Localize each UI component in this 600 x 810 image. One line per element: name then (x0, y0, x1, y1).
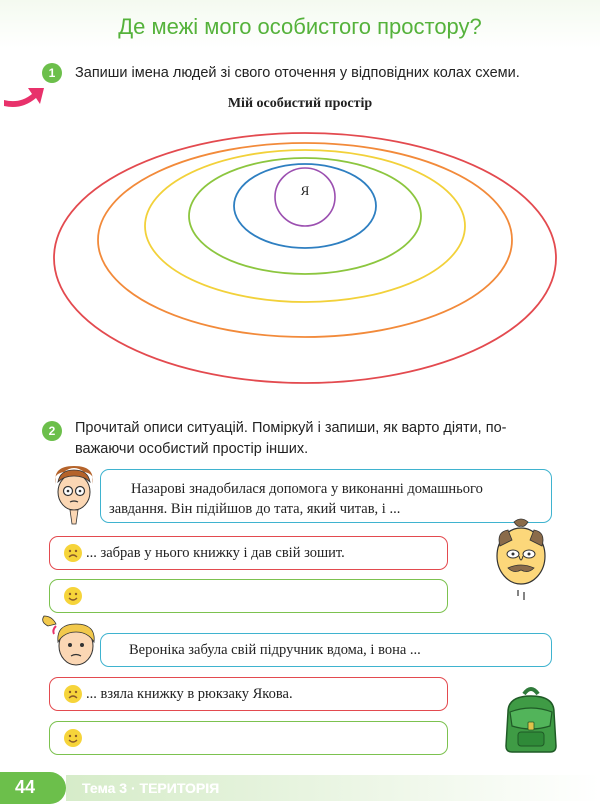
theme-label (82, 780, 219, 796)
personal-space-diagram (40, 128, 560, 388)
situation-1-text-line-2: завдання. Він підійшов до тата, який читав, і ... (109, 501, 401, 517)
page-title: Де межі мого особистого простору? (118, 14, 482, 39)
situation-1-good-answer[interactable] (49, 579, 448, 613)
center-label: Я (300, 183, 310, 198)
situation-1-text-line-1: Назарові знадобилася допомога у виконанні домашнього (131, 481, 483, 497)
smile-face-icon (63, 728, 83, 748)
theme-name: ТЕРИТОРІЯ (139, 780, 220, 796)
task-2-instruction-line-2: важаючи особистий простір інших. (75, 441, 309, 457)
situation-2-bad-answer (49, 677, 448, 711)
sad-face-icon (63, 684, 83, 704)
situation-2-bad-answer-text: ... взяла книжку в рюкзаку Якова. (86, 686, 293, 702)
smile-face-icon (63, 586, 83, 606)
diagram-title: Мій особистий простір (227, 96, 373, 111)
task-2-badge: 2 (42, 421, 62, 441)
task-1-instruction: Запиши імена людей зі свого оточення у відповідних колах схеми. (75, 65, 520, 81)
ring-orange[interactable] (98, 143, 512, 337)
situation-1-bad-answer-text: ... забрав у нього книжку і дав свій зошит. (86, 545, 345, 561)
dad-character-icon (488, 512, 554, 604)
situation-2-card (100, 633, 552, 667)
task-1-badge: 1 (42, 63, 62, 83)
page-number: 44 (14, 777, 36, 797)
boy-nazar-icon (44, 462, 104, 532)
sad-face-icon (63, 543, 83, 563)
theme-prefix: Тема 3 (82, 780, 128, 796)
ring-green[interactable] (189, 158, 421, 274)
task-2-instruction-line-1: Прочитай описи ситуацій. Поміркуй і запиши, як варто діяти, по- (75, 420, 507, 436)
backpack-icon (494, 682, 568, 756)
situation-1-bad-answer (49, 536, 448, 570)
ring-blue[interactable] (234, 164, 376, 248)
situation-2-text: Вероніка забула свій підручник вдома, і вона ... (129, 642, 421, 658)
theme-separator: · (130, 780, 136, 796)
situation-1-card (100, 469, 552, 523)
situation-2-good-answer[interactable] (49, 721, 448, 755)
ring-red[interactable] (54, 133, 556, 383)
